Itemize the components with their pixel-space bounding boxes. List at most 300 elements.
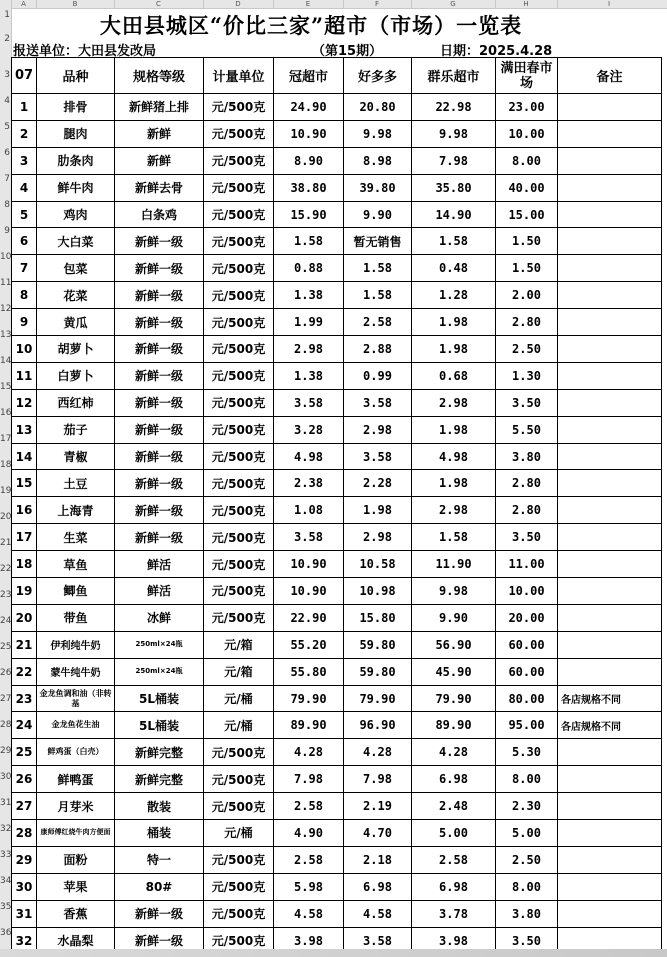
table-cell[interactable]: 3.50 (496, 389, 558, 416)
table-cell[interactable]: 9.98 (412, 120, 496, 147)
row-number[interactable]: 19 (0, 486, 12, 496)
table-cell[interactable] (558, 255, 662, 282)
table-cell[interactable]: 元/500克 (204, 846, 274, 873)
table-cell[interactable]: 元/箱 (204, 631, 274, 658)
table-cell[interactable]: 2.80 (496, 470, 558, 497)
table-cell[interactable]: 元/500克 (204, 766, 274, 793)
table-cell[interactable]: 17 (12, 524, 37, 551)
row-number[interactable]: 24 (0, 616, 12, 626)
table-cell[interactable] (558, 551, 662, 578)
table-cell[interactable]: 新鲜一级 (115, 900, 204, 927)
table-cell[interactable]: 14 (12, 443, 37, 470)
table-cell[interactable] (558, 820, 662, 847)
table-cell[interactable]: 10.58 (344, 551, 412, 578)
table-cell[interactable]: 20.00 (496, 604, 558, 631)
table-cell[interactable]: 新鲜一级 (115, 470, 204, 497)
table-cell[interactable]: 7.98 (274, 766, 344, 793)
table-cell[interactable]: 新鲜猪上排 (115, 94, 204, 121)
table-cell[interactable]: 3.50 (496, 927, 558, 954)
column-letter[interactable]: H (523, 0, 529, 8)
table-cell[interactable]: 花菜 (37, 282, 115, 309)
table-cell[interactable]: 79.90 (274, 685, 344, 712)
table-cell[interactable]: 5.50 (496, 416, 558, 443)
table-cell[interactable]: 6 (12, 228, 37, 255)
table-cell[interactable]: 金龙鱼花生油 (37, 712, 115, 739)
table-cell[interactable]: 25 (12, 739, 37, 766)
table-cell[interactable]: 9 (12, 309, 37, 336)
table-cell[interactable]: 0.88 (274, 255, 344, 282)
table-cell[interactable]: 鸡肉 (37, 201, 115, 228)
table-cell[interactable]: 排骨 (37, 94, 115, 121)
table-cell[interactable] (558, 416, 662, 443)
table-cell[interactable]: 26 (12, 766, 37, 793)
table-cell[interactable] (558, 578, 662, 605)
table-cell[interactable]: 38.80 (274, 174, 344, 201)
column-letter[interactable]: F (374, 0, 380, 8)
table-cell[interactable]: 金龙鱼调和油（非转基 (37, 685, 115, 712)
table-cell[interactable]: 2.80 (496, 309, 558, 336)
table-cell[interactable]: 11.00 (496, 551, 558, 578)
table-cell[interactable]: 1.58 (412, 228, 496, 255)
row-number[interactable]: 5 (4, 122, 10, 132)
table-cell[interactable]: 元/500克 (204, 470, 274, 497)
table-cell[interactable]: 面粉 (37, 846, 115, 873)
table-cell[interactable]: 新鲜一级 (115, 255, 204, 282)
header-cell[interactable]: 好多多 (344, 58, 412, 94)
table-cell[interactable]: 14.90 (412, 201, 496, 228)
table-cell[interactable]: 6.98 (412, 873, 496, 900)
table-cell[interactable]: 1.58 (412, 524, 496, 551)
row-number[interactable]: 13 (0, 330, 12, 340)
table-cell[interactable]: 4.90 (274, 820, 344, 847)
table-cell[interactable]: 月芽米 (37, 793, 115, 820)
table-cell[interactable]: 1.58 (274, 228, 344, 255)
table-cell[interactable] (558, 120, 662, 147)
table-cell[interactable]: 元/500克 (204, 739, 274, 766)
table-cell[interactable]: 60.00 (496, 658, 558, 685)
table-cell[interactable]: 3.58 (344, 927, 412, 954)
table-cell[interactable]: 80# (115, 873, 204, 900)
table-cell[interactable]: 24.90 (274, 94, 344, 121)
table-cell[interactable]: 2.98 (412, 497, 496, 524)
table-cell[interactable]: 15 (12, 470, 37, 497)
table-cell[interactable]: 元/500克 (204, 604, 274, 631)
row-number[interactable]: 7 (4, 174, 10, 184)
table-cell[interactable]: 2.88 (344, 336, 412, 363)
table-cell[interactable]: 新鲜一级 (115, 497, 204, 524)
table-cell[interactable]: 2.48 (412, 793, 496, 820)
table-cell[interactable]: 4.28 (344, 739, 412, 766)
header-cell[interactable]: 满田春市场 (496, 58, 558, 94)
row-number[interactable]: 26 (0, 668, 12, 678)
header-cell[interactable]: 冠超市 (274, 58, 344, 94)
table-cell[interactable] (558, 94, 662, 121)
row-number[interactable]: 27 (0, 694, 12, 704)
table-cell[interactable]: 新鲜完整 (115, 739, 204, 766)
row-number[interactable]: 4 (4, 96, 10, 106)
table-cell[interactable] (558, 362, 662, 389)
table-cell[interactable]: 腿肉 (37, 120, 115, 147)
table-cell[interactable]: 96.90 (344, 712, 412, 739)
table-cell[interactable]: 7.98 (412, 147, 496, 174)
table-cell[interactable]: 32 (12, 927, 37, 954)
table-cell[interactable]: 2.30 (496, 793, 558, 820)
table-cell[interactable]: 9.90 (344, 201, 412, 228)
table-cell[interactable]: 草鱼 (37, 551, 115, 578)
table-cell[interactable]: 39.80 (344, 174, 412, 201)
table-cell[interactable]: 白条鸡 (115, 201, 204, 228)
table-cell[interactable]: 5.98 (274, 873, 344, 900)
table-cell[interactable]: 1.98 (412, 470, 496, 497)
table-cell[interactable]: 1.38 (274, 282, 344, 309)
table-cell[interactable]: 1.98 (412, 416, 496, 443)
table-cell[interactable]: 3.58 (344, 443, 412, 470)
table-cell[interactable]: 元/500克 (204, 416, 274, 443)
header-cell[interactable]: 计量单位 (204, 58, 274, 94)
table-cell[interactable]: 3.28 (274, 416, 344, 443)
table-cell[interactable]: 元/500克 (204, 94, 274, 121)
table-cell[interactable] (558, 443, 662, 470)
table-cell[interactable]: 2.98 (274, 336, 344, 363)
row-number[interactable]: 35 (0, 902, 12, 912)
row-number[interactable]: 11 (0, 278, 12, 288)
table-cell[interactable]: 黄瓜 (37, 309, 115, 336)
table-cell[interactable]: 2.00 (496, 282, 558, 309)
table-cell[interactable]: 8.00 (496, 873, 558, 900)
table-cell[interactable]: 元/500克 (204, 147, 274, 174)
table-cell[interactable]: 80.00 (496, 685, 558, 712)
table-cell[interactable]: 3.98 (274, 927, 344, 954)
table-cell[interactable]: 30 (12, 873, 37, 900)
table-cell[interactable]: 2.19 (344, 793, 412, 820)
table-cell[interactable]: 24 (12, 712, 37, 739)
table-cell[interactable]: 3.78 (412, 900, 496, 927)
table-cell[interactable]: 元/500克 (204, 551, 274, 578)
table-cell[interactable]: 7 (12, 255, 37, 282)
table-cell[interactable]: 4.58 (274, 900, 344, 927)
table-cell[interactable]: 5.30 (496, 739, 558, 766)
table-cell[interactable]: 特一 (115, 846, 204, 873)
table-cell[interactable]: 生菜 (37, 524, 115, 551)
table-cell[interactable]: 15.90 (274, 201, 344, 228)
table-cell[interactable] (558, 389, 662, 416)
header-cell[interactable]: 规格等级 (115, 58, 204, 94)
table-cell[interactable] (558, 470, 662, 497)
table-cell[interactable]: 各店规格不同 (558, 685, 662, 712)
header-cell[interactable]: 群乐超市 (412, 58, 496, 94)
table-cell[interactable]: 5.00 (496, 820, 558, 847)
column-letter[interactable]: D (235, 0, 241, 8)
table-cell[interactable] (558, 631, 662, 658)
table-cell[interactable] (558, 147, 662, 174)
row-number[interactable]: 20 (0, 512, 12, 522)
table-cell[interactable] (558, 174, 662, 201)
table-cell[interactable]: 鲫鱼 (37, 578, 115, 605)
table-cell[interactable]: 4.28 (274, 739, 344, 766)
table-cell[interactable]: 1.98 (412, 336, 496, 363)
table-cell[interactable] (558, 766, 662, 793)
table-cell[interactable]: 桶装 (115, 820, 204, 847)
table-cell[interactable]: 22 (12, 658, 37, 685)
table-cell[interactable]: 79.90 (412, 685, 496, 712)
table-cell[interactable]: 伊利纯牛奶 (37, 631, 115, 658)
row-number[interactable]: 34 (0, 876, 12, 886)
column-letter[interactable]: E (305, 0, 311, 8)
table-cell[interactable]: 元/500克 (204, 309, 274, 336)
table-cell[interactable]: 10.98 (344, 578, 412, 605)
table-cell[interactable]: 新鲜一级 (115, 336, 204, 363)
table-cell[interactable]: 1.30 (496, 362, 558, 389)
header-cell[interactable]: 品种 (37, 58, 115, 94)
row-number[interactable]: 32 (0, 824, 12, 834)
table-cell[interactable]: 23 (12, 685, 37, 712)
table-cell[interactable]: 10.00 (496, 578, 558, 605)
table-cell[interactable] (558, 282, 662, 309)
table-cell[interactable]: 3.80 (496, 443, 558, 470)
table-cell[interactable]: 55.80 (274, 658, 344, 685)
table-cell[interactable]: 2.58 (274, 846, 344, 873)
row-number[interactable]: 10 (0, 252, 12, 262)
table-cell[interactable]: 鲜鸭蛋 (37, 766, 115, 793)
row-number[interactable]: 36 (0, 928, 12, 938)
table-cell[interactable]: 元/500克 (204, 120, 274, 147)
table-cell[interactable]: 8 (12, 282, 37, 309)
table-cell[interactable]: 45.90 (412, 658, 496, 685)
table-cell[interactable]: 鲜鸡蛋（白壳） (37, 739, 115, 766)
table-cell[interactable]: 鲜活 (115, 551, 204, 578)
row-number[interactable]: 23 (0, 590, 12, 600)
table-cell[interactable]: 暂无销售 (344, 228, 412, 255)
table-cell[interactable]: 新鲜 (115, 147, 204, 174)
table-cell[interactable]: 40.00 (496, 174, 558, 201)
table-cell[interactable]: 2.58 (274, 793, 344, 820)
table-cell[interactable]: 元/500克 (204, 443, 274, 470)
table-cell[interactable]: 元/500克 (204, 497, 274, 524)
table-cell[interactable]: 4.98 (412, 443, 496, 470)
table-cell[interactable]: 9.90 (412, 604, 496, 631)
table-cell[interactable]: 3.98 (412, 927, 496, 954)
column-letter[interactable]: G (450, 0, 456, 8)
row-number[interactable]: 16 (0, 408, 12, 418)
table-cell[interactable]: 水晶梨 (37, 927, 115, 954)
table-cell[interactable]: 10.00 (496, 120, 558, 147)
table-cell[interactable]: 元/桶 (204, 685, 274, 712)
table-cell[interactable]: 元/500克 (204, 389, 274, 416)
table-cell[interactable]: 1.08 (274, 497, 344, 524)
table-cell[interactable]: 10.90 (274, 120, 344, 147)
table-cell[interactable]: 7.98 (344, 766, 412, 793)
table-cell[interactable]: 2.18 (344, 846, 412, 873)
table-cell[interactable]: 2.80 (496, 497, 558, 524)
table-cell[interactable]: 肋条肉 (37, 147, 115, 174)
table-cell[interactable]: 带鱼 (37, 604, 115, 631)
table-cell[interactable]: 1 (12, 94, 37, 121)
row-number[interactable]: 28 (0, 720, 12, 730)
row-number[interactable]: 2 (4, 34, 10, 44)
table-cell[interactable]: 5.00 (412, 820, 496, 847)
table-cell[interactable]: 5L桶装 (115, 712, 204, 739)
table-cell[interactable] (558, 336, 662, 363)
table-cell[interactable]: 27 (12, 793, 37, 820)
table-cell[interactable]: 8.00 (496, 766, 558, 793)
table-cell[interactable]: 2.28 (344, 470, 412, 497)
table-cell[interactable]: 35.80 (412, 174, 496, 201)
table-cell[interactable]: 新鲜一级 (115, 524, 204, 551)
table-cell[interactable]: 9.98 (412, 578, 496, 605)
table-cell[interactable]: 4.98 (274, 443, 344, 470)
table-cell[interactable]: 29 (12, 846, 37, 873)
table-cell[interactable]: 新鲜一级 (115, 416, 204, 443)
table-cell[interactable]: 2.38 (274, 470, 344, 497)
row-number[interactable]: 15 (0, 382, 12, 392)
table-cell[interactable]: 1.50 (496, 228, 558, 255)
table-cell[interactable]: 元/500克 (204, 793, 274, 820)
table-cell[interactable]: 31 (12, 900, 37, 927)
table-cell[interactable]: 60.00 (496, 631, 558, 658)
table-cell[interactable]: 15.00 (496, 201, 558, 228)
table-cell[interactable]: 1.98 (412, 309, 496, 336)
header-cell[interactable]: 备注 (558, 58, 662, 94)
table-cell[interactable]: 1.28 (412, 282, 496, 309)
row-number[interactable]: 14 (0, 356, 12, 366)
table-cell[interactable] (558, 201, 662, 228)
table-cell[interactable] (558, 524, 662, 551)
table-cell[interactable]: 13 (12, 416, 37, 443)
table-cell[interactable]: 2.98 (412, 389, 496, 416)
table-cell[interactable]: 89.90 (412, 712, 496, 739)
table-cell[interactable]: 1.58 (344, 282, 412, 309)
table-cell[interactable]: 元/500克 (204, 174, 274, 201)
table-cell[interactable]: 20.80 (344, 94, 412, 121)
table-cell[interactable]: 22.90 (274, 604, 344, 631)
row-number[interactable]: 29 (0, 746, 12, 756)
table-cell[interactable]: 8.00 (496, 147, 558, 174)
table-cell[interactable]: 新鲜一级 (115, 309, 204, 336)
table-cell[interactable]: 包菜 (37, 255, 115, 282)
table-cell[interactable]: 3.58 (274, 389, 344, 416)
table-cell[interactable]: 元/500克 (204, 255, 274, 282)
table-cell[interactable]: 9.98 (344, 120, 412, 147)
table-cell[interactable]: 55.20 (274, 631, 344, 658)
table-cell[interactable]: 5L桶装 (115, 685, 204, 712)
table-cell[interactable]: 新鲜一级 (115, 443, 204, 470)
row-number[interactable]: 18 (0, 460, 12, 470)
table-cell[interactable] (558, 900, 662, 927)
table-cell[interactable]: 各店规格不同 (558, 712, 662, 739)
table-cell[interactable]: 11.90 (412, 551, 496, 578)
table-cell[interactable]: 10 (12, 336, 37, 363)
row-number[interactable]: 1 (4, 10, 10, 20)
table-cell[interactable]: 6.98 (412, 766, 496, 793)
table-cell[interactable]: 1.99 (274, 309, 344, 336)
table-cell[interactable]: 3.58 (274, 524, 344, 551)
table-cell[interactable]: 胡萝卜 (37, 336, 115, 363)
table-cell[interactable]: 0.99 (344, 362, 412, 389)
table-cell[interactable]: 59.80 (344, 631, 412, 658)
table-cell[interactable]: 元/桶 (204, 712, 274, 739)
table-cell[interactable] (558, 739, 662, 766)
row-number[interactable]: 31 (0, 798, 12, 808)
table-cell[interactable]: 新鲜一级 (115, 228, 204, 255)
table-cell[interactable]: 21 (12, 631, 37, 658)
table-cell[interactable]: 元/500克 (204, 362, 274, 389)
column-letter[interactable]: A (21, 0, 26, 8)
table-cell[interactable]: 新鲜一级 (115, 362, 204, 389)
table-cell[interactable]: 2.58 (344, 309, 412, 336)
table-cell[interactable]: 89.90 (274, 712, 344, 739)
table-cell[interactable]: 元/500克 (204, 228, 274, 255)
table-cell[interactable]: 28 (12, 820, 37, 847)
table-cell[interactable]: 2.58 (412, 846, 496, 873)
table-cell[interactable] (558, 228, 662, 255)
table-cell[interactable]: 1.58 (344, 255, 412, 282)
table-cell[interactable]: 鲜牛肉 (37, 174, 115, 201)
table-cell[interactable]: 元/500克 (204, 282, 274, 309)
table-cell[interactable]: 3.50 (496, 524, 558, 551)
table-cell[interactable]: 散装 (115, 793, 204, 820)
table-cell[interactable] (558, 604, 662, 631)
table-cell[interactable]: 59.80 (344, 658, 412, 685)
table-cell[interactable]: 2.98 (344, 416, 412, 443)
table-cell[interactable]: 元/500克 (204, 900, 274, 927)
table-cell[interactable]: 元/500克 (204, 336, 274, 363)
row-number[interactable]: 22 (0, 564, 12, 574)
header-cell[interactable]: 07 (12, 58, 37, 94)
table-cell[interactable] (558, 846, 662, 873)
table-cell[interactable]: 元/500克 (204, 524, 274, 551)
row-number[interactable]: 12 (0, 304, 12, 314)
table-cell[interactable]: 元/500克 (204, 873, 274, 900)
table-cell[interactable]: 2 (12, 120, 37, 147)
row-number[interactable]: 17 (0, 434, 12, 444)
table-cell[interactable]: 新鲜一级 (115, 927, 204, 954)
row-number[interactable]: 30 (0, 772, 12, 782)
row-number[interactable]: 3 (4, 70, 10, 80)
table-cell[interactable]: 香蕉 (37, 900, 115, 927)
table-cell[interactable]: 1.38 (274, 362, 344, 389)
table-cell[interactable]: 56.90 (412, 631, 496, 658)
table-cell[interactable]: 元/500克 (204, 201, 274, 228)
table-cell[interactable]: 4.28 (412, 739, 496, 766)
table-cell[interactable]: 16 (12, 497, 37, 524)
table-cell[interactable]: 苹果 (37, 873, 115, 900)
column-letter[interactable]: B (72, 0, 78, 8)
table-cell[interactable]: 元/箱 (204, 658, 274, 685)
table-cell[interactable]: 79.90 (344, 685, 412, 712)
table-cell[interactable]: 冰鲜 (115, 604, 204, 631)
table-cell[interactable]: 250ml×24瓶 (115, 631, 204, 658)
table-cell[interactable]: 10.90 (274, 578, 344, 605)
row-number[interactable]: 21 (0, 538, 12, 548)
table-cell[interactable]: 4 (12, 174, 37, 201)
table-cell[interactable]: 3.80 (496, 900, 558, 927)
table-cell[interactable]: 11 (12, 362, 37, 389)
table-cell[interactable]: 15.80 (344, 604, 412, 631)
table-cell[interactable]: 20 (12, 604, 37, 631)
table-cell[interactable]: 元/500克 (204, 578, 274, 605)
table-cell[interactable]: 1.98 (344, 497, 412, 524)
table-cell[interactable]: 元/500克 (204, 927, 274, 954)
table-cell[interactable]: 18 (12, 551, 37, 578)
table-cell[interactable]: 上海青 (37, 497, 115, 524)
table-cell[interactable]: 蒙牛纯牛奶 (37, 658, 115, 685)
column-letter[interactable]: C (156, 0, 161, 8)
table-cell[interactable]: 3.58 (344, 389, 412, 416)
table-cell[interactable] (558, 497, 662, 524)
table-cell[interactable]: 95.00 (496, 712, 558, 739)
table-cell[interactable]: 8.90 (274, 147, 344, 174)
table-cell[interactable]: 2.50 (496, 846, 558, 873)
